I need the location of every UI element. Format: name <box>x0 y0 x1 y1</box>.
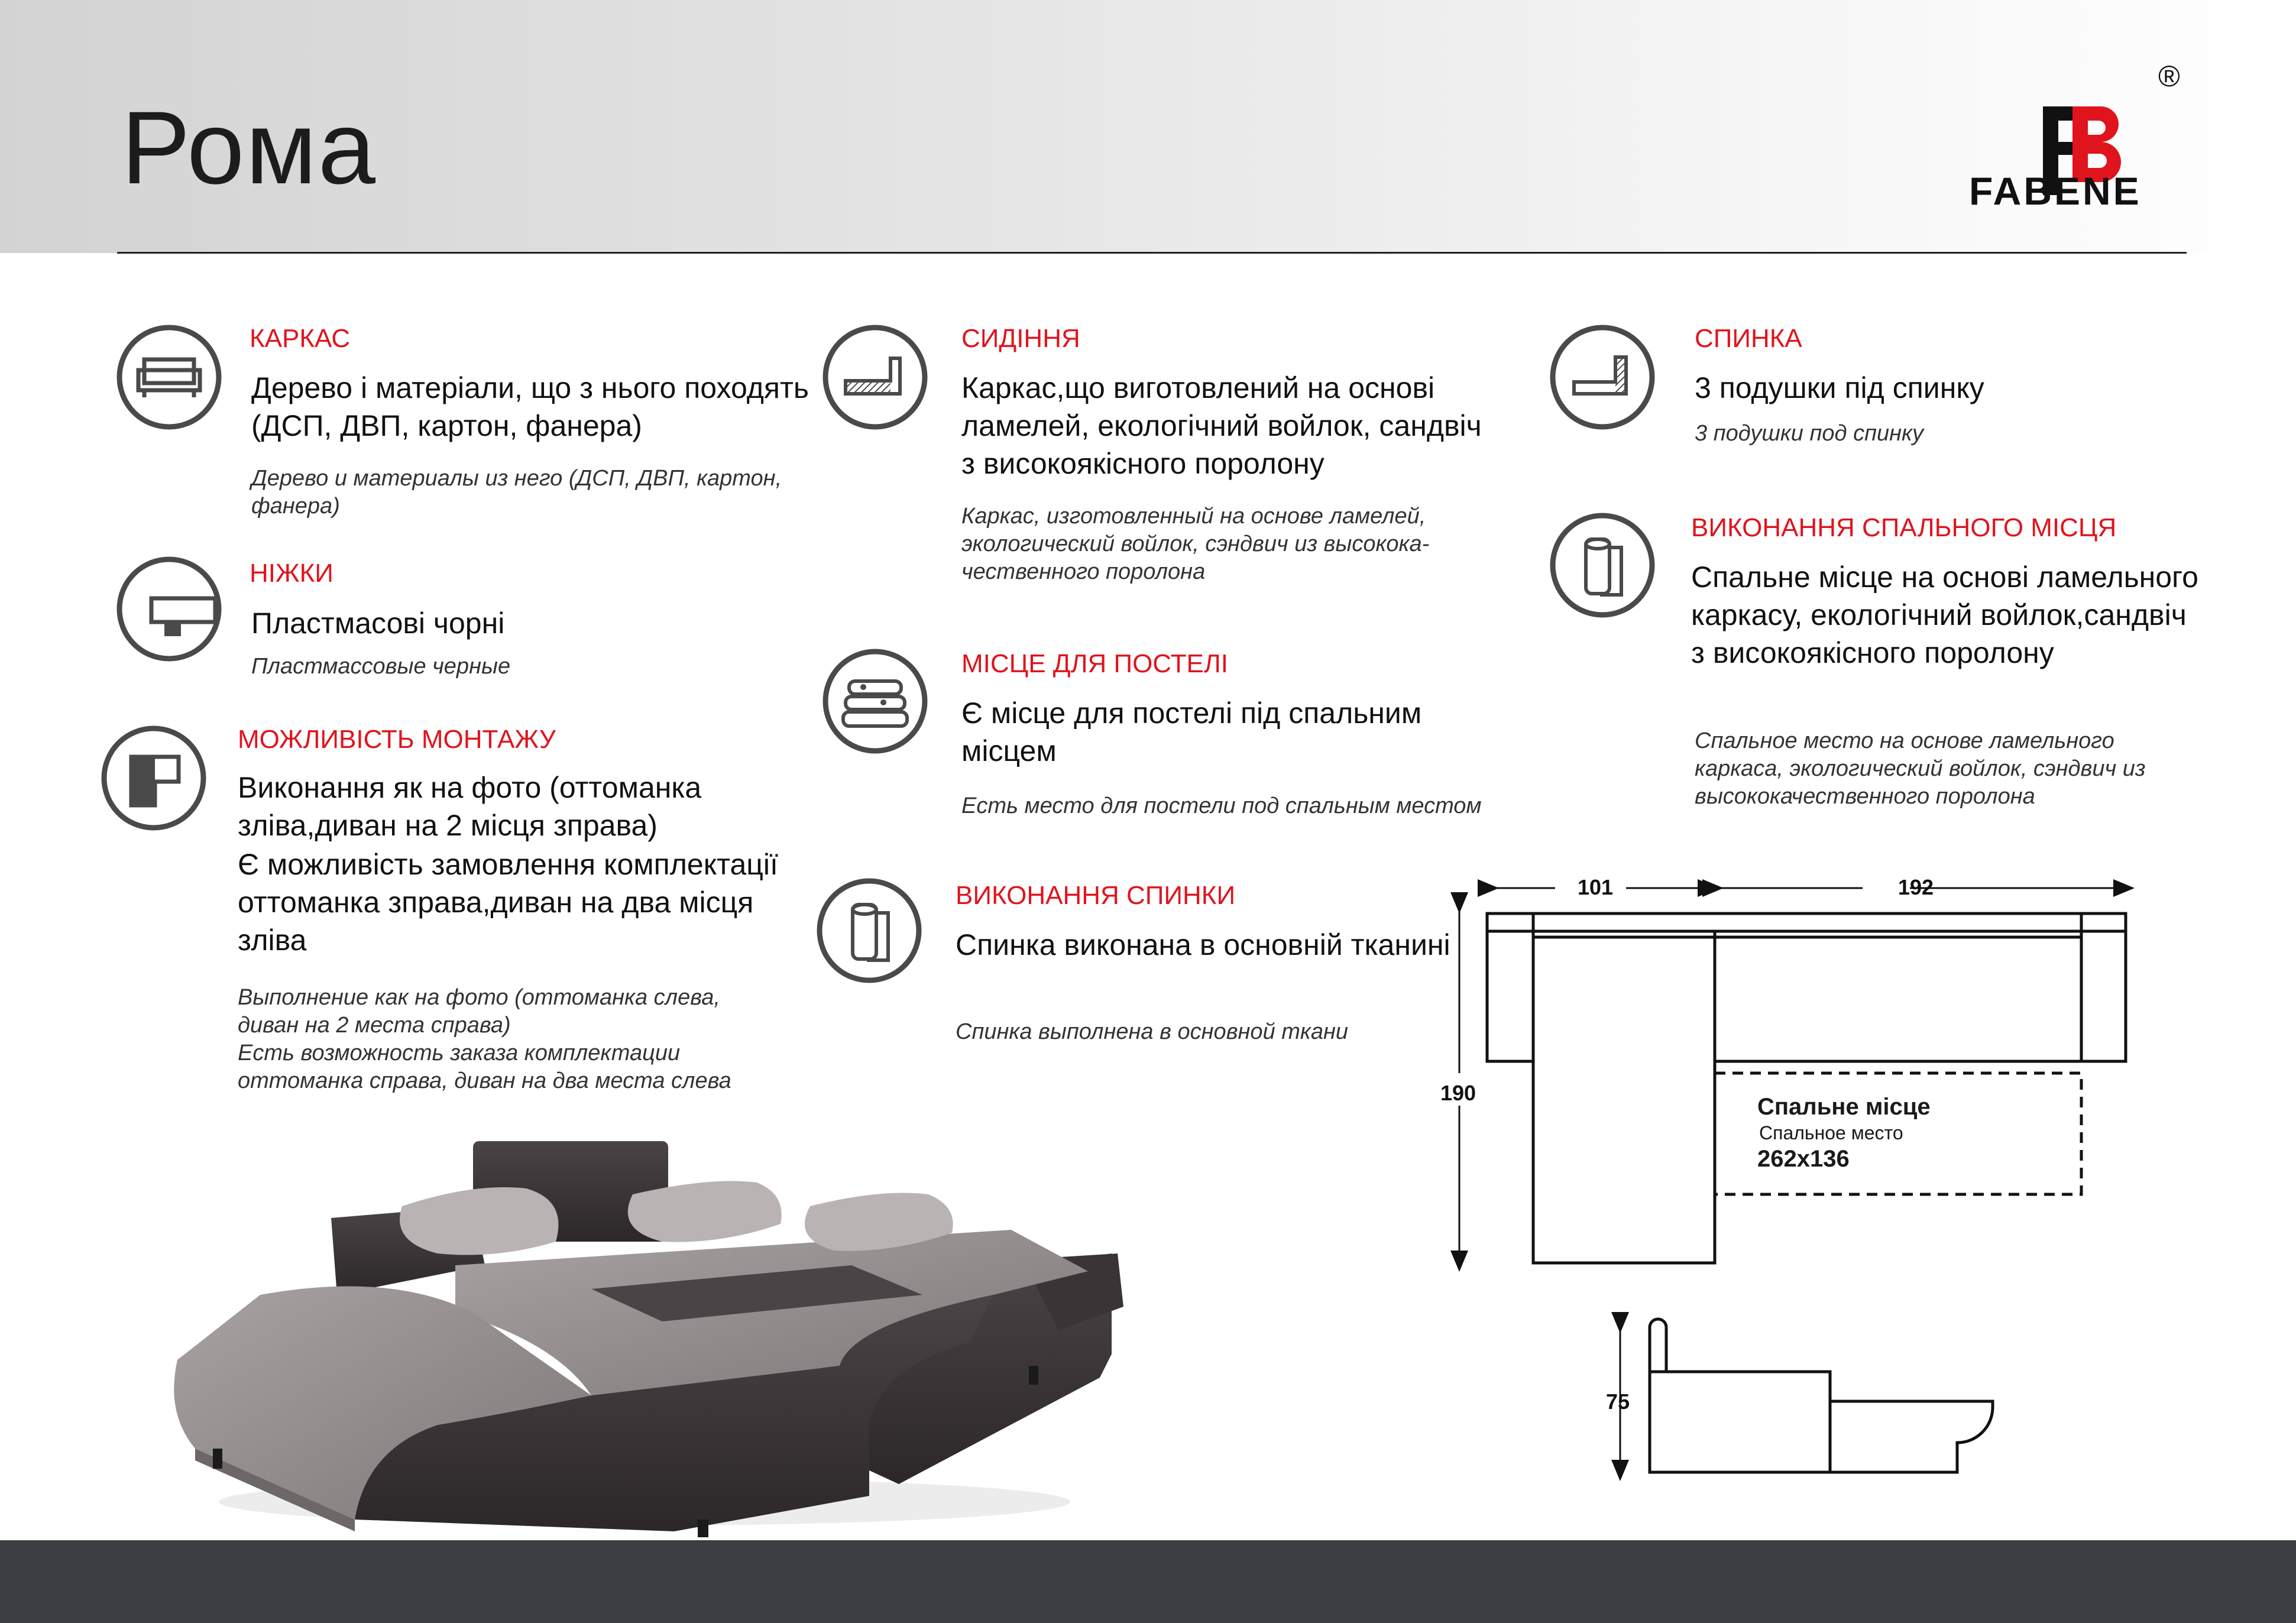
postil-sub: Есть место для постели под спальным местом <box>961 793 1482 818</box>
brand-name: FABENE <box>1969 169 2142 213</box>
spalne-title: ВИКОНАННЯ СПАЛЬНОГО МІСЦЯ <box>1691 513 2117 542</box>
vykonannia-spynky-title: ВИКОНАННЯ СПИНКИ <box>956 881 1236 910</box>
header-rule <box>117 252 2187 254</box>
karkas-main: Дерево і матеріали, що з нього походять (ДСП, ДВП, картон, фанера) <box>251 371 809 442</box>
sydinnia-main: Каркас,що виготовлений на основі ламелей, екологічний войлок, сандвіч з високоякісного поролону <box>961 371 1482 480</box>
dimension-width-right: 192 <box>1898 875 1934 899</box>
sofa-photo <box>142 1117 1147 1543</box>
karkas-sub: Дерево и материалы из него (ДСП, ДВП, картон, фанера) <box>251 466 782 519</box>
nizhky-sub: Пластмассовые черные <box>251 654 511 679</box>
spalne-main: Спальне місце на основі ламельного каркасу, екологічний войлок,сандвіч з високоякісного поролону <box>1691 561 2198 669</box>
montazh-main-2: Є можливість замовлення комплектації оттоманка зправа,диван на два місця зліва <box>238 848 778 957</box>
montazh-sub-2: Есть возможность заказа комплектации оттоманка справа, диван на два места слева <box>238 1041 731 1093</box>
page-title: Рома <box>121 90 377 206</box>
sydinnia-sub: Каркас, изготовленный на основе ламелей, экологический войлок, сэндвич из высокока-чественного поролона <box>961 504 1430 584</box>
sofa-icon <box>116 324 222 430</box>
bed-size: 262x136 <box>1757 1146 1850 1172</box>
assembly-icon <box>101 725 207 831</box>
karkas-title: КАРКАС <box>250 324 351 353</box>
spynka-title: СПИНКА <box>1695 324 1802 353</box>
legs-icon <box>116 556 222 662</box>
dimension-width-left: 101 <box>1578 875 1614 899</box>
spynka-main: 3 подушки під спинку <box>1695 371 1984 404</box>
seat-icon <box>822 324 928 430</box>
sleeping-roll-icon <box>1549 512 1656 618</box>
spynka-sub: 3 подушки под спинку <box>1695 421 1923 446</box>
bedding-box-icon <box>822 648 928 754</box>
montazh-title: МОЖЛИВІСТЬ МОНТАЖУ <box>238 725 556 754</box>
dimension-depth: 190 <box>1440 1081 1476 1105</box>
registered-mark: ® <box>2158 60 2180 93</box>
sydinnia-title: СИДІННЯ <box>961 324 1080 353</box>
bed-subtitle: Спальное место <box>1759 1122 1903 1143</box>
footer-band <box>0 1540 2296 1623</box>
nizhky-main: Пластмасові чорні <box>251 607 505 640</box>
dimension-diagram <box>1437 863 2146 1490</box>
bed-title: Спальне місце <box>1757 1094 1931 1120</box>
vykonannia-spynky-main: Спинка виконана в основній тканині <box>956 928 1450 961</box>
montazh-main-1: Виконання як на фото (оттоманка зліва,диван на 2 місця зправа) <box>238 771 702 842</box>
nizhky-title: НІЖКИ <box>250 559 333 588</box>
fabric-roll-icon <box>816 877 922 984</box>
postil-title: МІСЦЕ ДЛЯ ПОСТЕЛІ <box>961 649 1228 678</box>
dimension-height: 75 <box>1606 1389 1630 1414</box>
vykonannia-spynky-sub: Спинка выполнена в основной ткани <box>956 1019 1349 1044</box>
spalne-sub: Спальное место на основе ламельного каркаса, экологический войлок, сэндвич из высококачественного поролона <box>1695 728 2146 809</box>
backrest-icon <box>1549 324 1656 430</box>
postil-main: Є місце для постелі під спальним місцем <box>961 697 1422 767</box>
montazh-sub-1: Выполнение как на фото (оттоманка слева, диван на 2 места справа) <box>238 985 720 1038</box>
